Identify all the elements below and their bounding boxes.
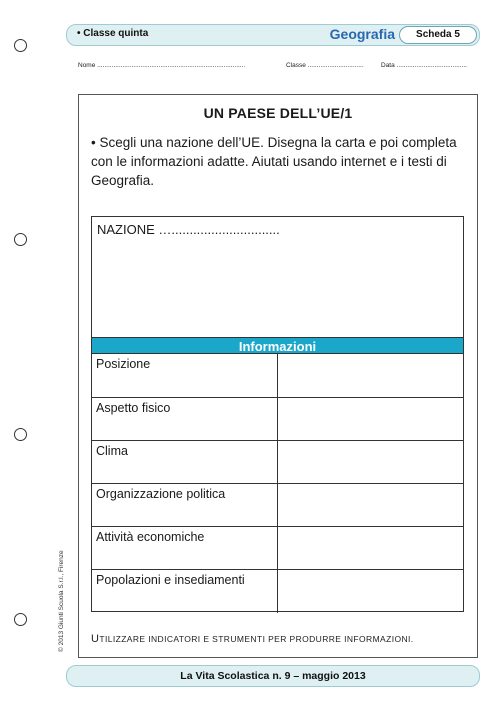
- worksheet-frame: [78, 94, 478, 658]
- row-label: Clima: [92, 441, 278, 484]
- binder-hole-3: [14, 428, 27, 441]
- table-row: [92, 440, 463, 483]
- table-row: [92, 397, 463, 440]
- row-label: Aspetto fisico: [92, 398, 278, 441]
- binder-hole-1: [14, 39, 27, 52]
- footer-bar: La Vita Scolastica n. 9 – maggio 2013: [66, 665, 480, 687]
- row-label: Popolazioni e insediamenti: [92, 570, 278, 613]
- nation-table: [91, 216, 464, 612]
- date-field[interactable]: Data .......................................: [381, 62, 467, 69]
- table-row: [92, 354, 463, 397]
- copyright-text: © 2013 Giunti Scuola S.r.l., Firenze: [58, 550, 65, 652]
- footnote-initial: U: [91, 633, 100, 645]
- table-row: [92, 483, 463, 526]
- class-field[interactable]: Classe ...............................: [286, 62, 364, 69]
- table-row: [92, 526, 463, 569]
- table-row: [92, 569, 463, 612]
- footnote: [91, 633, 414, 645]
- binder-hole-2: [14, 233, 27, 246]
- worksheet-title: UN PAESE DELL’UE/1: [203, 105, 353, 121]
- nation-label[interactable]: NAZIONE …..............................: [97, 222, 280, 237]
- sheet-number: Scheda 5: [399, 26, 477, 44]
- row-label: Attività economiche: [92, 527, 278, 570]
- info-header: Informazioni: [92, 337, 463, 354]
- row-label: Organizzazione politica: [92, 484, 278, 527]
- class-level: • Classe quinta: [77, 28, 149, 39]
- header-bar: [66, 24, 480, 46]
- footnote-text: TILIZZARE INDICATORI E STRUMENTI PER PRODURRE INFORMAZIONI.: [99, 634, 414, 644]
- binder-hole-4: [14, 613, 27, 626]
- instruction-text: • Scegli una nazione dell’UE. Disegna la carta e poi completa con le informazioni adatte. Aiutati usando internet e i testi di Geografia.: [91, 135, 457, 188]
- row-label: Posizione: [92, 354, 278, 397]
- subject-title: Geografia: [329, 26, 395, 42]
- info-rows: [92, 354, 463, 611]
- name-field[interactable]: Nome ..................................................................................: [78, 62, 246, 69]
- student-info-line: [78, 62, 476, 74]
